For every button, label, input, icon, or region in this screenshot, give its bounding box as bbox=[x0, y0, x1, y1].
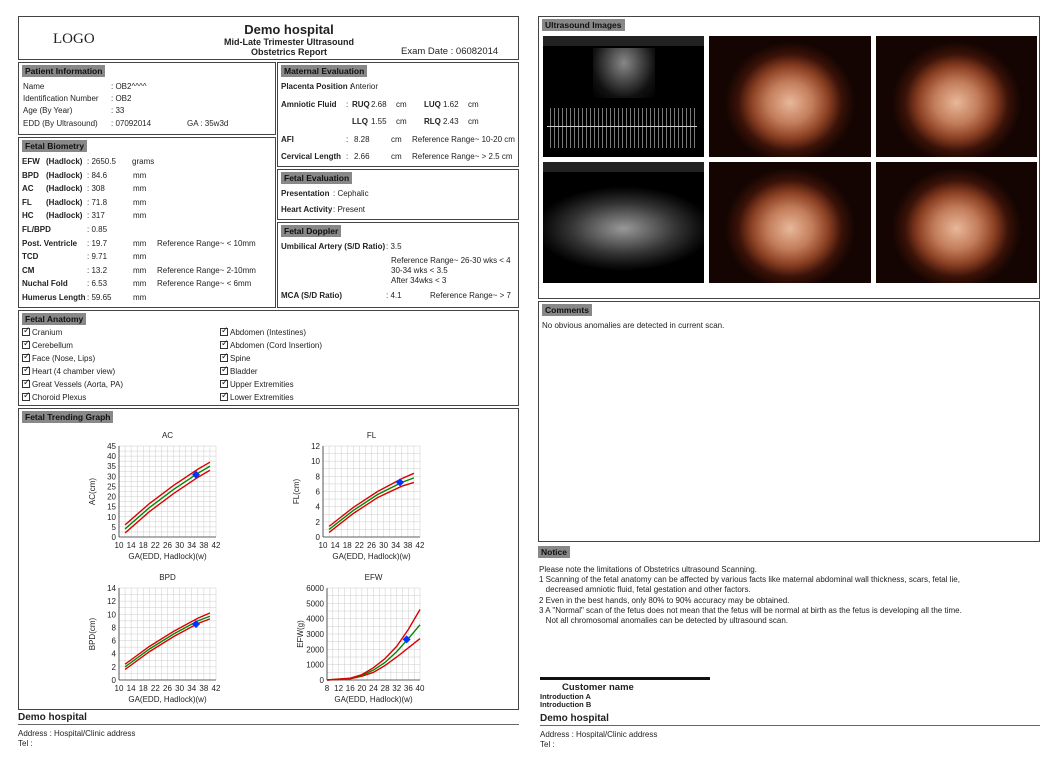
notice-line: Not all chromosomal anomalies can be detected by ultrasound scan. bbox=[539, 616, 789, 625]
ultrasound-images-section bbox=[538, 16, 1040, 299]
x-tick-label: 36 bbox=[403, 684, 413, 693]
biometry-unit: mm bbox=[133, 252, 147, 262]
mca-reference: Reference Range~ > 7 bbox=[430, 291, 511, 300]
y-tick-label: 6000 bbox=[306, 584, 324, 593]
name-label: Name bbox=[23, 82, 45, 91]
x-axis-label: GA(EDD, Hadlock)(w) bbox=[128, 695, 207, 704]
rlq-label: RLQ bbox=[424, 117, 441, 126]
x-tick-label: 10 bbox=[114, 684, 124, 693]
y-tick-label: 5000 bbox=[306, 599, 324, 609]
anatomy-item bbox=[220, 354, 250, 363]
x-tick-label: 14 bbox=[126, 684, 136, 693]
notice-line: 1 Scanning of the fetal anatomy can be affected by various facts like maternal abdominal wall thickness, scars, fetal lie, bbox=[539, 575, 960, 585]
biometry-unit: grams bbox=[132, 157, 155, 166]
notice-line: 3 A "Normal" scan of the fetus does not mean that the fetus will be normal at birth as the fetus is developing all the time. bbox=[539, 605, 962, 615]
x-tick-label: 34 bbox=[187, 684, 197, 693]
fetal-trending-title: Fetal Trending Graph bbox=[22, 411, 113, 423]
biometry-unit: mm bbox=[133, 265, 147, 275]
x-tick-label: 40 bbox=[415, 684, 425, 693]
biometry-label: AC bbox=[22, 184, 34, 194]
biometry-label: TCD bbox=[22, 252, 39, 262]
comments-title: Comments bbox=[542, 304, 592, 316]
y-axis-label: AC(cm) bbox=[88, 477, 97, 506]
ua-reference-2: 30-34 wks < 3.5 bbox=[391, 266, 448, 275]
age-label: Age (By Year) bbox=[23, 106, 73, 115]
checkbox-checked-icon[interactable] bbox=[220, 354, 228, 362]
cervical-label: Cervical Length bbox=[281, 152, 342, 161]
footer-address-right: Address : Hospital/Clinic address bbox=[540, 730, 658, 739]
anatomy-item bbox=[220, 328, 306, 337]
anatomy-item-label: Heart (4 chamber view) bbox=[32, 367, 116, 376]
y-tick-label: 35 bbox=[107, 462, 116, 472]
fetal-doppler-section bbox=[277, 222, 519, 308]
x-axis-label: GA(EDD, Hadlock)(w) bbox=[334, 695, 413, 704]
footer-address-left: Address : Hospital/Clinic address bbox=[18, 729, 136, 738]
ua-reference-3: After 34wks < 3 bbox=[391, 276, 447, 285]
ruq-unit: cm bbox=[396, 100, 407, 109]
fetal-doppler-title: Fetal Doppler bbox=[281, 225, 341, 237]
patient-info-section bbox=[18, 62, 276, 135]
biometry-value: : 0.85 bbox=[87, 225, 108, 234]
fetal-biometry-section bbox=[18, 137, 276, 308]
biometry-method: (Hadlock) bbox=[46, 184, 83, 194]
presentation-value: : Cephalic bbox=[333, 189, 369, 198]
biometry-value: : 71.8 bbox=[87, 197, 108, 207]
fetal-anatomy-section bbox=[18, 310, 519, 406]
biometry-value: : 13.2 bbox=[87, 265, 108, 275]
y-tick-label: 10 bbox=[107, 512, 116, 522]
ultrasound-image-3d-3[interactable] bbox=[709, 162, 871, 283]
biometry-value: : 19.7 bbox=[87, 238, 108, 248]
x-tick-label: 38 bbox=[199, 541, 209, 550]
biometry-label: EFW bbox=[22, 157, 40, 166]
footer-tel-left: Tel : bbox=[18, 739, 33, 748]
checkbox-checked-icon[interactable] bbox=[220, 380, 228, 388]
anatomy-item bbox=[22, 393, 86, 402]
y-tick-label: 2 bbox=[315, 517, 320, 527]
anatomy-item bbox=[22, 380, 123, 389]
logo: LOGO bbox=[53, 31, 95, 47]
anatomy-item bbox=[22, 328, 62, 337]
ultrasound-image-doppler[interactable] bbox=[543, 36, 704, 157]
anatomy-item-label: Cerebellum bbox=[32, 341, 73, 350]
biometry-method: (Hadlock) bbox=[46, 157, 83, 166]
y-tick-label: 2 bbox=[111, 662, 116, 672]
y-tick-label: 4 bbox=[111, 649, 116, 659]
chart-title: FL bbox=[366, 431, 377, 440]
biometry-value: : 84.6 bbox=[87, 170, 108, 180]
x-tick-label: 12 bbox=[334, 684, 344, 693]
id-label: Identification Number bbox=[23, 94, 99, 103]
y-tick-label: 5 bbox=[111, 522, 116, 532]
luq-value: 1.62 bbox=[443, 100, 459, 109]
y-tick-label: 4000 bbox=[306, 614, 324, 624]
fetal-trending-section bbox=[18, 408, 519, 710]
ruq-value: 2.68 bbox=[371, 100, 387, 109]
x-tick-label: 34 bbox=[187, 541, 197, 550]
edd-value: : 07092014 bbox=[111, 119, 152, 128]
x-axis-label: GA(EDD, Hadlock)(w) bbox=[332, 552, 411, 561]
chart-title: BPD bbox=[159, 573, 176, 582]
biometry-reference: Reference Range~ < 6mm bbox=[157, 279, 252, 289]
y-tick-label: 45 bbox=[107, 442, 116, 451]
biometry-label: FL bbox=[22, 197, 32, 207]
footer-divider-left bbox=[18, 724, 519, 725]
y-tick-label: 30 bbox=[107, 472, 116, 482]
llq-unit: cm bbox=[396, 117, 407, 126]
introduction-b: Introduction B bbox=[540, 700, 592, 709]
introduction-a: Introduction A bbox=[540, 692, 591, 701]
x-tick-label: 38 bbox=[199, 684, 209, 693]
fetal-eval-title: Fetal Evaluation bbox=[281, 172, 352, 184]
ua-reference-1: Reference Range~ 26-30 wks < 4 bbox=[391, 256, 511, 265]
ruq-label: RUQ bbox=[352, 100, 370, 109]
ultrasound-image-2d[interactable] bbox=[543, 162, 704, 283]
id-value: : OB2 bbox=[111, 94, 132, 103]
trend-chart-fl bbox=[292, 431, 425, 561]
presentation-label: Presentation bbox=[281, 189, 330, 198]
report-header bbox=[18, 16, 519, 60]
afi-label: AFI bbox=[281, 135, 294, 144]
y-axis-label: EFW(g) bbox=[296, 620, 305, 648]
ultrasound-image-3d-4[interactable] bbox=[876, 162, 1037, 283]
biometry-value: : 59.65 bbox=[87, 293, 112, 302]
amniotic-label: Amniotic Fluid bbox=[281, 100, 337, 109]
trend-chart-ac bbox=[88, 431, 221, 561]
checkbox-checked-icon[interactable] bbox=[22, 380, 30, 388]
x-tick-label: 10 bbox=[114, 541, 124, 550]
biometry-value: : 9.71 bbox=[87, 252, 108, 262]
y-tick-label: 1000 bbox=[306, 660, 324, 670]
x-tick-label: 26 bbox=[163, 541, 172, 550]
anatomy-item bbox=[22, 367, 115, 376]
x-tick-label: 26 bbox=[367, 541, 376, 550]
fetal-biometry-title: Fetal Biometry bbox=[22, 140, 87, 152]
rlq-unit: cm bbox=[468, 117, 479, 126]
checkbox-checked-icon[interactable] bbox=[22, 393, 30, 401]
signature-line bbox=[540, 677, 710, 680]
rlq-value: 2.43 bbox=[443, 117, 459, 126]
fetal-eval-section bbox=[277, 169, 519, 220]
afi-unit: cm bbox=[391, 135, 402, 144]
luq-unit: cm bbox=[468, 100, 479, 109]
trend-chart-bpd bbox=[88, 573, 221, 704]
biometry-unit: mm bbox=[133, 170, 147, 180]
anatomy-item-label: Cranium bbox=[32, 328, 63, 337]
notice-line: Please note the limitations of Obstetrics ultrasound Scanning. bbox=[539, 565, 757, 574]
x-tick-label: 20 bbox=[357, 684, 367, 693]
y-tick-label: 4 bbox=[315, 502, 320, 512]
notice-line: decreased amniotic fluid, fetal gestation and other factors. bbox=[539, 585, 751, 595]
anatomy-item-label: Abdomen (Intestines) bbox=[230, 328, 307, 337]
biometry-label: Nuchal Fold bbox=[22, 279, 68, 289]
biometry-label: FL/BPD bbox=[22, 225, 51, 234]
biometry-unit: mm bbox=[133, 293, 147, 302]
trend-chart-efw bbox=[296, 573, 425, 704]
maternal-eval-section: Maternal Evaluation Placenta Position : Anterior Amniotic Fluid : RUQ 2.68 cm LUQ 1.62 cm LLQ 1.55 cm RLQ 2.43 cm AFI : 8.28 cm Reference Range~ 10-20 cm Cervical Length : 2.66 cm Reference Range~ > 2.5 cm bbox=[277, 62, 519, 167]
report-subtitle-2: Obstetrics Report bbox=[250, 47, 328, 57]
biometry-label: Post. Ventricle bbox=[22, 238, 78, 248]
afi-reference: Reference Range~ 10-20 cm bbox=[412, 135, 515, 144]
x-axis-label: GA(EDD, Hadlock)(w) bbox=[128, 552, 207, 561]
heart-activity-value: : Present bbox=[333, 205, 366, 214]
comments-section bbox=[538, 301, 1040, 542]
ua-label: Umbilical Artery (S/D Ratio) bbox=[281, 242, 386, 251]
y-axis-label: BPD(cm) bbox=[88, 617, 97, 651]
x-tick-label: 22 bbox=[150, 541, 160, 550]
x-tick-label: 32 bbox=[392, 684, 402, 693]
y-axis-label: FL(cm) bbox=[292, 478, 301, 505]
anatomy-item-label: Bladder bbox=[230, 367, 258, 376]
comments-text: No obvious anomalies are detected in current scan. bbox=[542, 321, 725, 330]
x-tick-label: 10 bbox=[318, 541, 328, 550]
y-tick-label: 12 bbox=[107, 597, 116, 607]
biometry-value: : 308 bbox=[87, 184, 105, 194]
anatomy-item bbox=[220, 380, 294, 389]
y-tick-label: 2000 bbox=[306, 645, 324, 655]
y-tick-label: 8 bbox=[111, 623, 116, 633]
exam-date: Exam Date : 06082014 bbox=[401, 46, 499, 57]
biometry-label: CM bbox=[22, 265, 35, 275]
ga-value: GA : 35w3d bbox=[187, 119, 229, 128]
notice-title: Notice bbox=[538, 546, 570, 558]
chart-title: EFW bbox=[364, 573, 383, 582]
notice-section bbox=[538, 546, 1040, 636]
x-tick-label: 26 bbox=[163, 684, 172, 693]
ua-value: : 3.5 bbox=[386, 242, 402, 251]
y-tick-label: 12 bbox=[311, 442, 320, 451]
placenta-label: Placenta Position : bbox=[281, 82, 353, 91]
x-tick-label: 24 bbox=[369, 684, 378, 693]
anatomy-item-label: Choroid Plexus bbox=[32, 393, 87, 402]
cervical-unit: cm bbox=[391, 152, 402, 161]
biometry-reference: Reference Range~ < 10mm bbox=[157, 238, 256, 248]
mca-label: MCA (S/D Ratio) bbox=[281, 291, 343, 300]
x-tick-label: 18 bbox=[342, 541, 352, 550]
report-subtitle-1: Mid-Late Trimester Ultrasound bbox=[223, 37, 355, 47]
y-tick-label: 25 bbox=[107, 482, 116, 492]
anatomy-item-label: Great Vessels (Aorta, PA) bbox=[32, 380, 123, 389]
mca-value: : 4.1 bbox=[386, 291, 402, 300]
checkbox-checked-icon[interactable] bbox=[220, 328, 228, 336]
checkbox-checked-icon[interactable] bbox=[220, 341, 228, 349]
patient-info-title: Patient Information bbox=[22, 65, 105, 77]
y-tick-label: 14 bbox=[107, 584, 116, 593]
fetal-anatomy-title: Fetal Anatomy bbox=[22, 313, 86, 325]
x-tick-label: 18 bbox=[138, 684, 148, 693]
y-tick-label: 8 bbox=[315, 472, 320, 482]
cervical-reference: Reference Range~ > 2.5 cm bbox=[412, 152, 513, 161]
name-value: : OB2^^^^ bbox=[111, 82, 147, 91]
x-tick-label: 38 bbox=[403, 541, 413, 550]
x-tick-label: 42 bbox=[211, 541, 221, 550]
biometry-value: : 317 bbox=[87, 211, 105, 221]
x-tick-label: 14 bbox=[330, 541, 340, 550]
notice-line: 2 Even in the best hands, only 80% to 90% accuracy may be obtained. bbox=[539, 595, 790, 605]
age-value: : 33 bbox=[111, 106, 125, 115]
biometry-label: BPD bbox=[22, 170, 39, 180]
anatomy-item-label: Face (Nose, Lips) bbox=[32, 354, 96, 363]
ultrasound-image-3d-2[interactable] bbox=[876, 36, 1037, 157]
anatomy-item-label: Upper Extremities bbox=[230, 380, 294, 389]
customer-name: Customer name bbox=[562, 682, 634, 693]
x-tick-label: 30 bbox=[379, 541, 389, 550]
y-tick-label: 40 bbox=[107, 452, 116, 462]
placenta-value: Anterior bbox=[350, 82, 379, 91]
maternal-eval-title: Maternal Evaluation bbox=[281, 65, 367, 77]
x-tick-label: 22 bbox=[150, 684, 160, 693]
x-tick-label: 18 bbox=[138, 541, 148, 550]
y-tick-label: 3000 bbox=[306, 630, 324, 639]
y-tick-label: 10 bbox=[107, 610, 116, 620]
biometry-label: HC bbox=[22, 211, 34, 221]
y-tick-label: 15 bbox=[107, 502, 116, 512]
x-tick-label: 28 bbox=[380, 684, 390, 693]
checkbox-checked-icon[interactable] bbox=[22, 328, 30, 336]
llq-value: 1.55 bbox=[371, 117, 387, 126]
x-tick-label: 8 bbox=[324, 684, 330, 693]
biometry-value: : 6.53 bbox=[87, 279, 108, 289]
cervical-value: 2.66 bbox=[354, 152, 370, 161]
checkbox-checked-icon[interactable] bbox=[22, 341, 30, 349]
biometry-method: (Hadlock) bbox=[46, 211, 83, 221]
anatomy-item bbox=[220, 367, 258, 376]
anatomy-item-label: Spine bbox=[230, 354, 251, 363]
y-tick-label: 0 bbox=[319, 676, 324, 685]
luq-label: LUQ bbox=[424, 100, 441, 109]
anatomy-item bbox=[220, 341, 322, 350]
biometry-unit: mm bbox=[133, 184, 147, 194]
x-tick-label: 30 bbox=[175, 541, 185, 550]
footer-tel-right: Tel : bbox=[540, 740, 555, 749]
biometry-value: : 2650.5 bbox=[87, 157, 116, 166]
anatomy-item bbox=[220, 393, 294, 402]
x-tick-label: 30 bbox=[175, 684, 185, 693]
trending-graphs bbox=[19, 426, 518, 706]
x-tick-label: 16 bbox=[345, 684, 355, 693]
biometry-method: (Hadlock) bbox=[46, 170, 83, 180]
llq-label: LLQ bbox=[352, 117, 368, 126]
x-tick-label: 42 bbox=[211, 684, 221, 693]
y-tick-label: 0 bbox=[111, 676, 116, 685]
footer-divider-right bbox=[540, 725, 1040, 726]
checkbox-checked-icon[interactable] bbox=[220, 367, 228, 375]
y-tick-label: 0 bbox=[315, 533, 320, 542]
biometry-unit: mm bbox=[133, 279, 147, 289]
checkbox-checked-icon[interactable] bbox=[22, 367, 30, 375]
chart-title: AC bbox=[161, 431, 174, 440]
heart-activity-label: Heart Activity bbox=[281, 205, 333, 214]
y-tick-label: 20 bbox=[107, 492, 116, 502]
anatomy-item-label: Lower Extremities bbox=[230, 393, 294, 402]
anatomy-item bbox=[22, 354, 95, 363]
footer-hospital-left: Demo hospital bbox=[18, 712, 87, 723]
biometry-reference: Reference Range~ 2-10mm bbox=[157, 265, 256, 275]
x-tick-label: 14 bbox=[126, 541, 136, 550]
y-tick-label: 10 bbox=[311, 457, 320, 467]
x-tick-label: 22 bbox=[354, 541, 364, 550]
biometry-unit: mm bbox=[133, 238, 147, 248]
ultrasound-image-3d-1[interactable] bbox=[709, 36, 871, 157]
anatomy-item-label: Abdomen (Cord Insertion) bbox=[230, 341, 323, 350]
checkbox-checked-icon[interactable] bbox=[22, 354, 30, 362]
afi-value: 8.28 bbox=[354, 135, 370, 144]
y-tick-label: 6 bbox=[315, 487, 320, 497]
checkbox-checked-icon[interactable] bbox=[220, 393, 228, 401]
y-tick-label: 6 bbox=[111, 636, 116, 646]
y-tick-label: 0 bbox=[111, 533, 116, 542]
edd-label: EDD (By Ultrasound) bbox=[23, 119, 98, 128]
x-tick-label: 34 bbox=[391, 541, 401, 550]
x-tick-label: 42 bbox=[415, 541, 425, 550]
anatomy-item bbox=[22, 341, 73, 350]
ultrasound-images-title: Ultrasound Images bbox=[542, 19, 625, 31]
biometry-method: (Hadlock) bbox=[46, 197, 83, 207]
footer-hospital-right: Demo hospital bbox=[540, 713, 609, 724]
hospital-title: Demo hospital bbox=[244, 22, 334, 37]
biometry-unit: mm bbox=[133, 211, 147, 221]
biometry-label: Humerus Length bbox=[22, 293, 86, 302]
biometry-unit: mm bbox=[133, 197, 147, 207]
